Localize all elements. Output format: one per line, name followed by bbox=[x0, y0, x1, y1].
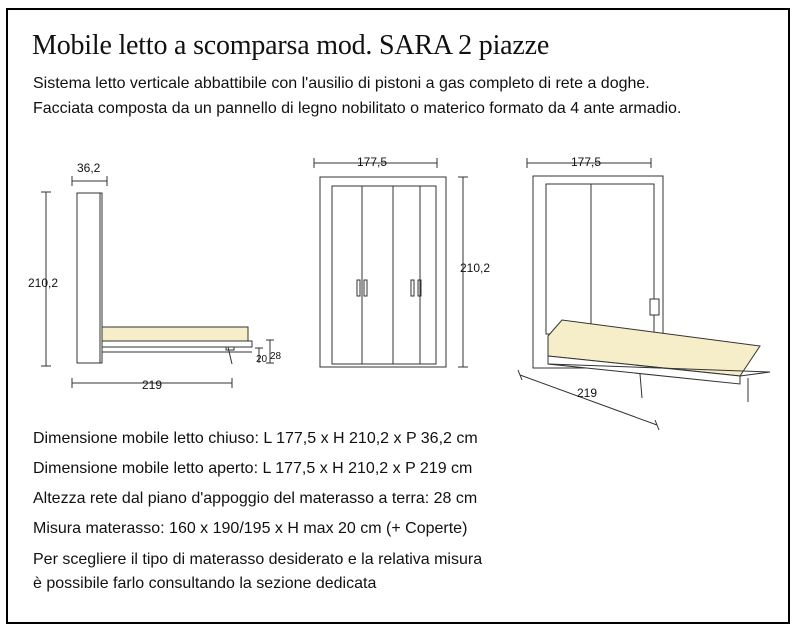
side-small-b-label: 28 bbox=[270, 351, 282, 362]
description-line-1: Sistema letto verticale abbattibile con l'ausilio di pistoni a gas completo di rete a doghe. bbox=[33, 75, 650, 92]
handle-3-shape bbox=[411, 280, 414, 296]
front-view bbox=[314, 158, 468, 367]
handle-2-shape bbox=[364, 280, 367, 296]
spec-closed: Dimensione mobile letto chiuso: L 177,5 x H 210,2 x P 36,2 cm bbox=[33, 430, 478, 447]
open-depth-dim-line bbox=[520, 375, 657, 425]
front-cabinet-shape bbox=[320, 177, 446, 367]
spec-note-2: è possibile farlo consultando la sezione dedicata bbox=[33, 575, 377, 592]
spec-open: Dimensione mobile letto aperto: L 177,5 x H 210,2 x P 219 cm bbox=[33, 460, 473, 477]
front-width-label: 177,5 bbox=[357, 155, 388, 169]
side-cabinet-shape bbox=[77, 193, 102, 363]
side-depth-closed-label: 36,2 bbox=[77, 161, 101, 175]
description-line-2: Facciata composta da un pannello di legno nobilitato o materico formato da 4 ante armadio. bbox=[33, 100, 682, 117]
page-title: Mobile letto a scomparsa mod. SARA 2 piazze bbox=[32, 30, 550, 61]
side-depth-open-label: 219 bbox=[142, 378, 163, 392]
front-height-label: 210,2 bbox=[460, 261, 491, 275]
spec-slat-height: Altezza rete dal piano d'appoggio del materasso a terra: 28 cm bbox=[33, 490, 478, 507]
spec-note-1: Per scegliere il tipo di materasso desiderato e la relativa misura bbox=[33, 551, 483, 568]
side-mattress-shape bbox=[102, 327, 248, 341]
open-view bbox=[518, 158, 770, 430]
open-depth-label: 219 bbox=[577, 386, 598, 400]
open-width-label: 177,5 bbox=[571, 155, 602, 169]
side-height-label: 210,2 bbox=[28, 276, 59, 290]
handle-1-shape bbox=[357, 280, 360, 296]
side-view bbox=[41, 176, 274, 388]
spec-mattress: Misura materasso: 160 x 190/195 x H max 20 cm (+ Coperte) bbox=[33, 520, 468, 537]
side-small-a-label: 20 bbox=[256, 354, 268, 365]
